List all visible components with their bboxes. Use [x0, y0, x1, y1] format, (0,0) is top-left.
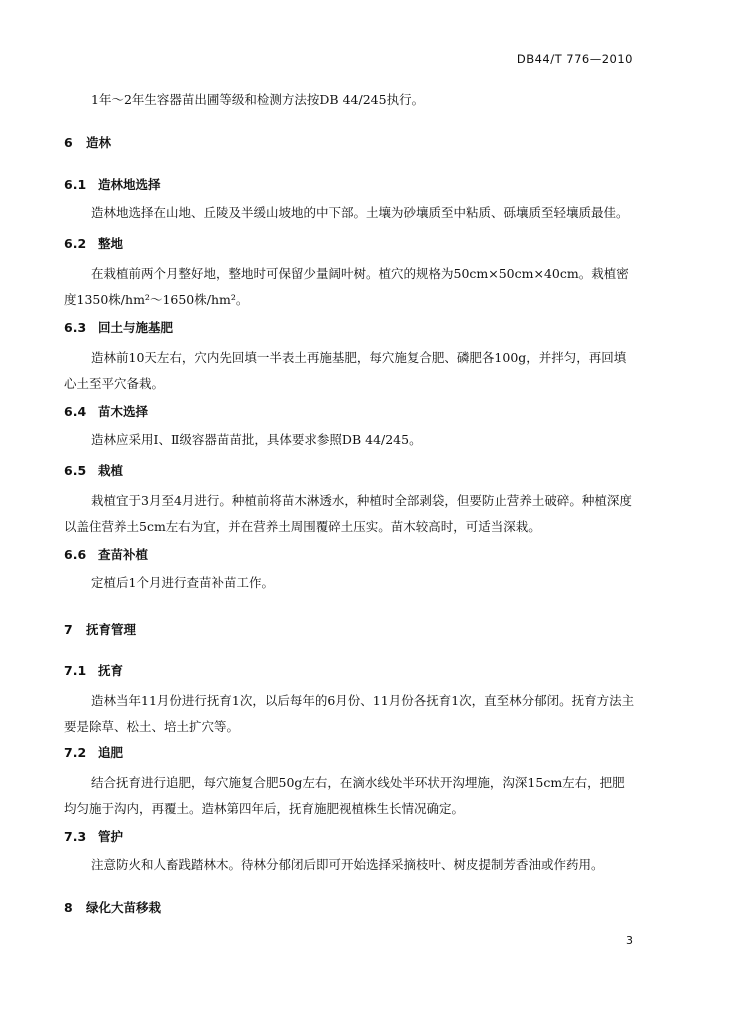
section-7-heading — [64, 620, 136, 638]
section-title: 造林地选择 — [98, 177, 161, 192]
section-title: 栽植 — [98, 463, 124, 478]
section-title: 管护 — [98, 829, 124, 844]
section-title: 整地 — [98, 236, 124, 251]
section-8-heading — [64, 898, 161, 916]
section-6-1-text: 造林地选择在山地、丘陵及半缓山坡地的中下部。土壤为砂壤质至中粘质、砾壤质至轻壤质最佳。 — [91, 205, 629, 220]
section-number: 6 — [64, 135, 73, 150]
section-title: 查苗补植 — [98, 547, 149, 562]
section-number: 6.2 — [64, 236, 87, 251]
section-title: 抚育管理 — [86, 622, 137, 637]
section-6-2-heading — [64, 234, 123, 252]
section-6-6-text: 定植后1个月进行查苗补苗工作。 — [91, 575, 274, 590]
section-number: 6.6 — [64, 547, 87, 562]
section-7-2-text: 结合抚育进行追肥，每穴施复合肥50g左右，在滴水线处半环状开沟埋施，沟深15cm左右，把肥均匀施于沟内，再覆土。造林第四年后，抚育施肥视植株生长情况确定。 — [64, 775, 625, 816]
section-6-3-text: 造林前10天左右，穴内先回填一半表土再施基肥，每穴施复合肥、磷肥各100g，并拌匀，再回填心土至平穴备栽。 — [64, 350, 627, 391]
standard-number-header: DB44/T 776—2010 — [516, 52, 633, 66]
section-7-3-text: 注意防火和人畜践踏林木。待林分郁闭后即可开始选择采摘枝叶、树皮提制芳香油或作药用。 — [91, 857, 604, 872]
section-number: 6.1 — [64, 177, 87, 192]
page-number: 3 — [626, 934, 633, 947]
section-number: 6.5 — [64, 463, 87, 478]
section-title: 追肥 — [98, 745, 124, 760]
section-6-3-heading — [64, 318, 173, 336]
section-6-4-text: 造林应采用Ⅰ、Ⅱ级容器苗苗批，具体要求参照DB 44/245。 — [91, 432, 422, 447]
section-number: 7.3 — [64, 829, 87, 844]
section-title: 造林 — [86, 135, 112, 150]
section-number: 8 — [64, 900, 73, 915]
section-6-heading — [64, 133, 111, 151]
section-7-3-heading — [64, 827, 123, 845]
section-number: 7.1 — [64, 663, 87, 678]
section-number: 7.2 — [64, 745, 87, 760]
section-7-1-heading — [64, 661, 123, 679]
section-number: 6.4 — [64, 404, 87, 419]
section-title: 苗木选择 — [98, 404, 149, 419]
section-6-4-heading — [64, 402, 148, 420]
section-number: 6.3 — [64, 320, 87, 335]
section-number: 7 — [64, 622, 73, 637]
section-6-6-heading — [64, 545, 148, 563]
section-6-5-heading — [64, 461, 123, 479]
section-6-2-text: 在栽植前两个月整好地，整地时可保留少量阔叶树。植穴的规格为50cm×50cm×40cm。栽植密度1350株/hm²～1650株/hm²。 — [64, 266, 629, 307]
section-title: 抚育 — [98, 663, 124, 678]
intro-paragraph: 1年～2年生容器苗出圃等级和检测方法按DB 44/245执行。 — [91, 92, 425, 107]
section-title: 绿化大苗移栽 — [86, 900, 162, 915]
section-6-1-heading — [64, 175, 161, 193]
section-7-2-heading — [64, 743, 123, 761]
section-6-5-text: 栽植宜于3月至4月进行。种植前将苗木淋透水，种植时全部剥袋，但要防止营养土破碎。种植深度以盖住营养土5cm左右为宜，并在营养土周围覆碎土压实。苗木较高时，可适当深栽。 — [64, 493, 632, 534]
section-7-1-text: 造林当年11月份进行抚育1次，以后每年的6月份、11月份各抚育1次，直至林分郁闭。抚育方法主要是除草、松土、培土扩穴等。 — [64, 693, 635, 734]
section-title: 回土与施基肥 — [98, 320, 174, 335]
